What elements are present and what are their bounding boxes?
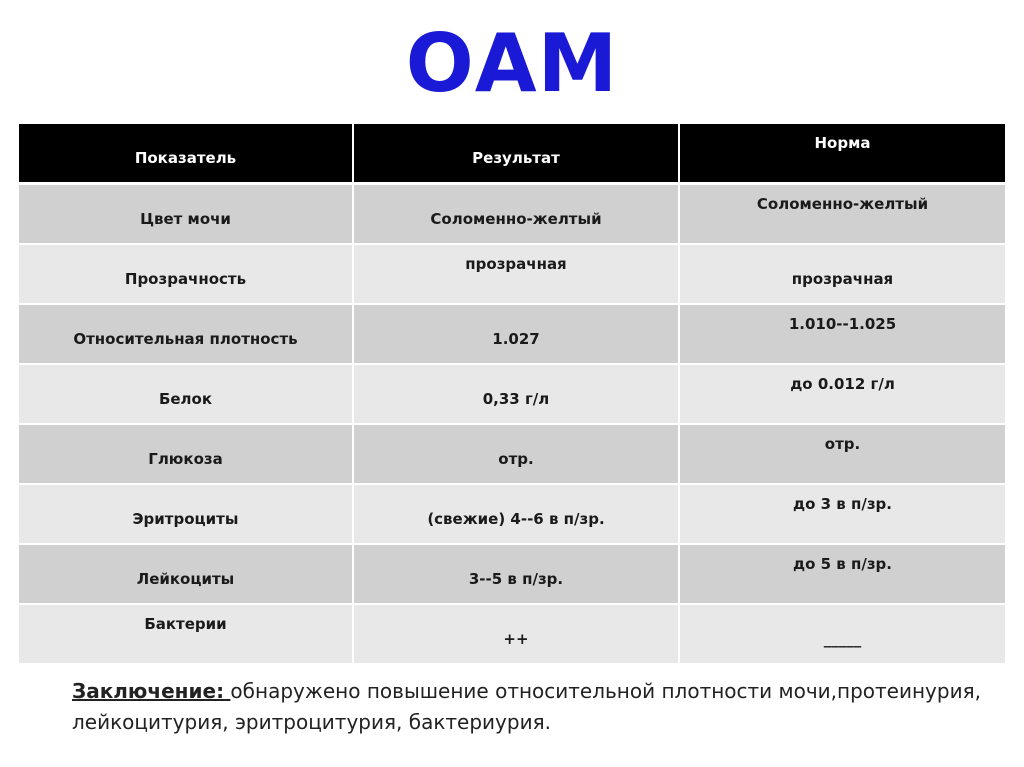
table-row [19, 544, 1006, 604]
cell-result: 0,33 г/л [353, 364, 679, 424]
cell-indicator: Глюкоза [19, 424, 353, 484]
cell-indicator: Относительная плотность [19, 304, 353, 364]
cell-norm: до 5 в п/зр. [679, 544, 1006, 604]
slide-title: ОАМ [405, 17, 619, 110]
cell-indicator: Белок [19, 364, 353, 424]
cell-indicator: Прозрачность [19, 244, 353, 304]
cell-indicator: Бактерии [19, 604, 353, 664]
table-row [19, 484, 1006, 544]
cell-result: прозрачная [353, 244, 679, 304]
cell-indicator: Цвет мочи [19, 184, 353, 245]
table-row [19, 364, 1006, 424]
cell-norm: отр. [679, 424, 1006, 484]
cell-indicator: Эритроциты [19, 484, 353, 544]
cell-result: отр. [353, 424, 679, 484]
cell-result: Соломенно-желтый [353, 184, 679, 245]
cell-result: ++ [353, 604, 679, 664]
cell-result: 1.027 [353, 304, 679, 364]
table-row [19, 604, 1006, 664]
cell-indicator: Лейкоциты [19, 544, 353, 604]
column-header-indicator: Показатель [19, 124, 353, 184]
table-row [19, 424, 1006, 484]
cell-result: 3--5 в п/зр. [353, 544, 679, 604]
conclusion-text: обнаружено повышение относительной плотности мочи,протеинурия, лейкоцитурия, эритроцитурия, бактериурия. [72, 679, 981, 734]
column-header-result: Результат [353, 124, 679, 184]
cell-norm: прозрачная [679, 244, 1006, 304]
conclusion-paragraph [72, 676, 1012, 738]
table-row [19, 244, 1006, 304]
urinalysis-table [19, 124, 1006, 665]
conclusion-label: Заключение: [72, 679, 225, 703]
table-header-row [19, 124, 1006, 184]
table-row [19, 184, 1006, 245]
table-row [19, 304, 1006, 364]
column-header-norm: Норма [679, 124, 1006, 184]
cell-norm: Соломенно-желтый [679, 184, 1006, 245]
cell-norm: до 0.012 г/л [679, 364, 1006, 424]
cell-result: (свежие) 4--6 в п/зр. [353, 484, 679, 544]
cell-norm: 1.010--1.025 [679, 304, 1006, 364]
cell-norm: до 3 в п/зр. [679, 484, 1006, 544]
cell-norm: _____ [679, 604, 1006, 664]
